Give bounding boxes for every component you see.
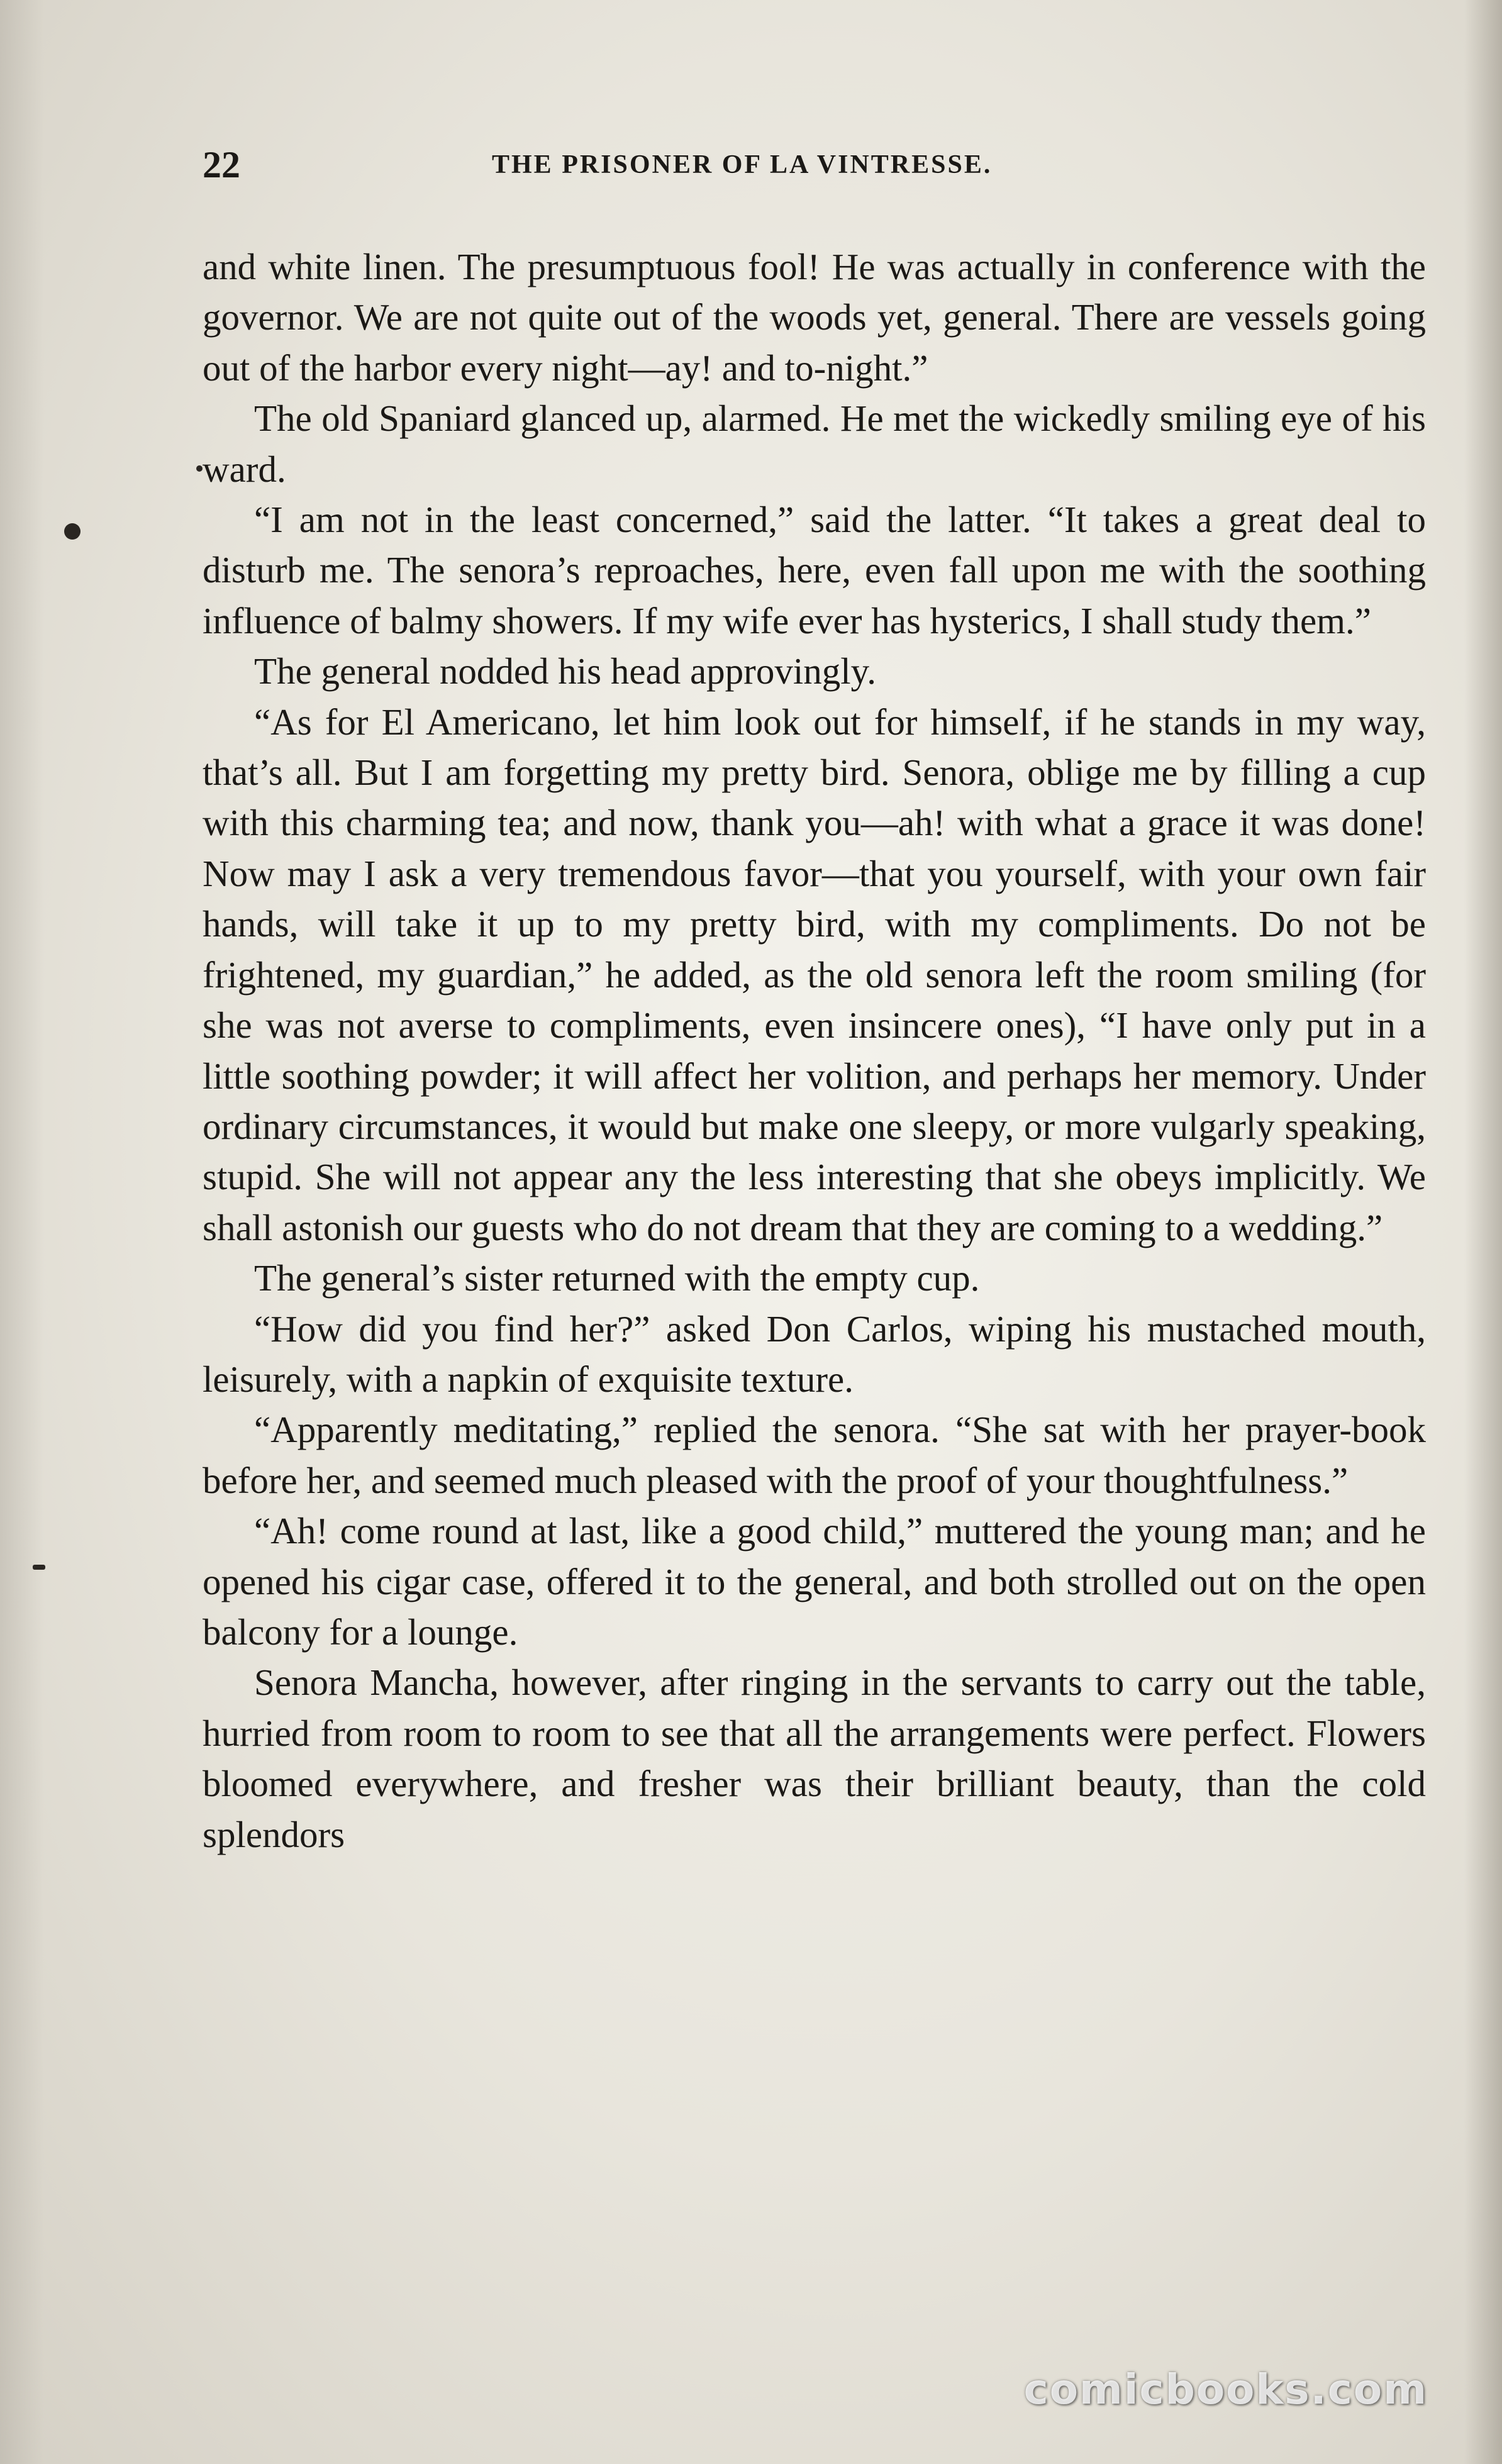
paragraph: The general’s sister returned with the empty cup. bbox=[254, 1257, 980, 1299]
ink-speck bbox=[64, 523, 81, 540]
paragraph: “Apparently meditating,” replied the senora. “She sat with her prayer-book before her, and seemed much pleased with the proof of your thoughtfulness.” bbox=[203, 1409, 1426, 1501]
paragraph: “As for El Americano, let him look out for himself, if he stands in my way, that’s all. But I am forgetting my pretty bird. Senora, oblige me by filling a cup with this charming tea; and now, thank you—ah! with what a grace it was done! Now may I ask a very tremendous favor—that you yourself, with your own fair hands, will take it up to my pretty bird, with my compliments. Do not be frightened, my guardian,” he added, as the old senora left the room smiling (for she was not averse to compliments, even insincere ones), “I have only put in a little soothing powder; it will affect her volition, and perhaps her memory. Under ordinary circumstances, it would but make one sleepy, or more vulgarly speaking, stupid. She will not appear any the less interesting that she obeys implicitly. We shall astonish our guests who do not dream that they are coming to a wedding.” bbox=[203, 701, 1426, 1248]
paragraph: The general nodded his head approvingly. bbox=[254, 650, 877, 692]
running-title: THE PRISONER OF LA VINTRESSE. bbox=[492, 150, 993, 179]
paragraph: “Ah! come round at last, like a good child,” muttered the young man; and he opened his cigar case, offered it to the general, and both strolled out on the open balcony for a lounge. bbox=[203, 1510, 1426, 1653]
page-shadow-left bbox=[0, 0, 44, 2464]
paragraph: and white linen. The presumptuous fool! He was actually in conference with the governor. We are not quite out of the woods yet, general. There are vessels going out of the harbor every night—ay! and to-night.” bbox=[203, 246, 1426, 389]
paragraph: Senora Mancha, however, after ringing in the servants to carry out the table, hurried from room to room to see that all the arrangements were perfect. Flowers bloomed everywhere, and fresher was their brilliant beauty, than the cold splendors bbox=[203, 1662, 1426, 1855]
page-header bbox=[203, 140, 1423, 190]
body-text bbox=[203, 241, 1426, 1860]
page-number: 22 bbox=[203, 144, 240, 186]
ink-speck bbox=[33, 1565, 45, 1570]
paragraph: The old Spaniard glanced up, alarmed. He met the wickedly smiling eye of his ward. bbox=[203, 397, 1426, 490]
ink-speck bbox=[196, 465, 203, 472]
watermark: comicbooks.com bbox=[1023, 2365, 1428, 2414]
paragraph: “I am not in the least concerned,” said the latter. “It takes a great deal to disturb me. The senora’s reproaches, here, even fall upon me with the soothing influence of balmy showers. If my wife ever has hysterics, I shall study them.” bbox=[203, 499, 1426, 641]
page-shadow-right bbox=[1464, 0, 1502, 2464]
paragraph: “How did you find her?” asked Don Carlos, wiping his mustached mouth, leisurely, with a napkin of exquisite texture. bbox=[203, 1307, 1426, 1400]
